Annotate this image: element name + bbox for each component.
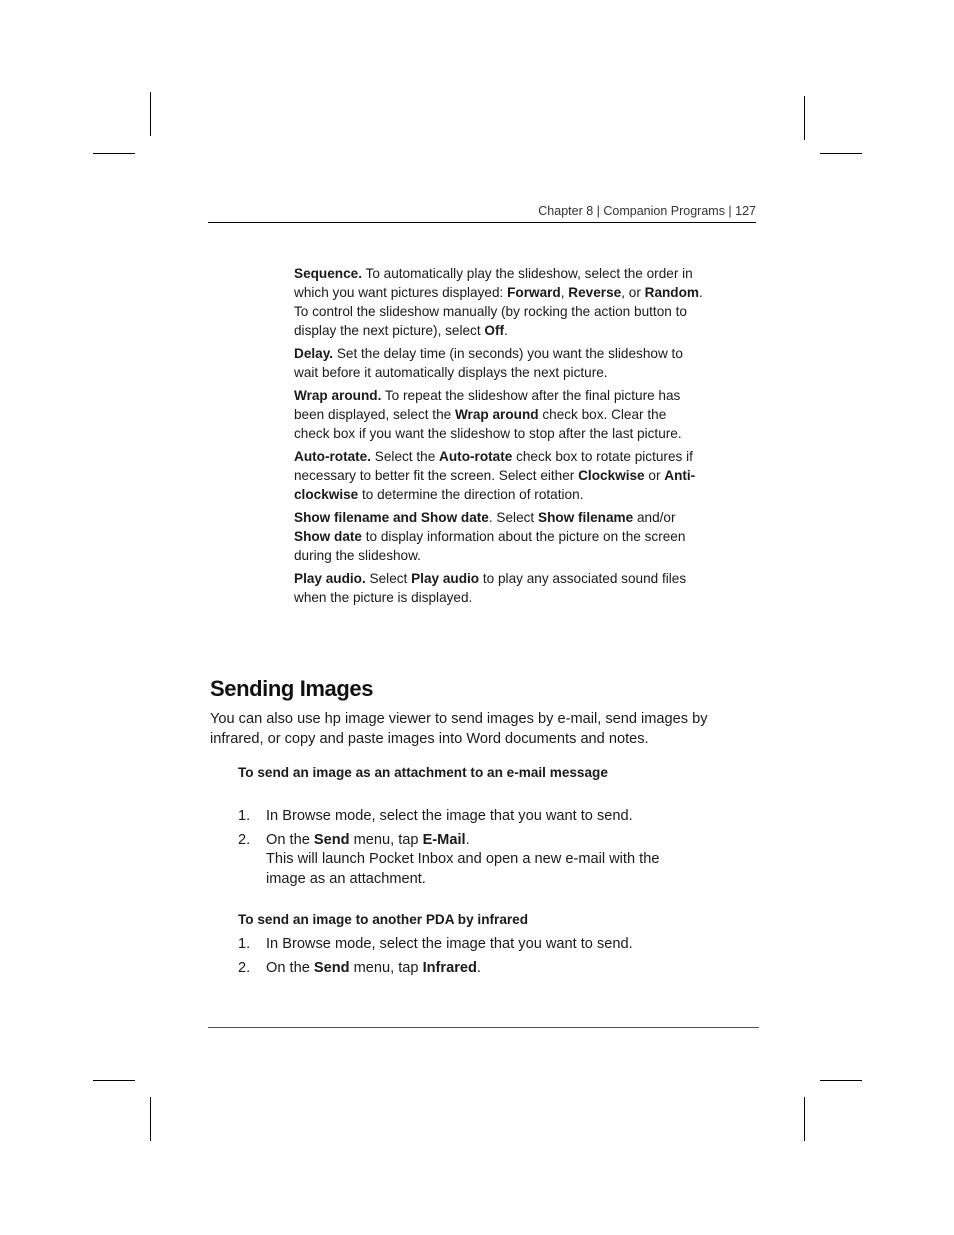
bold-term: Play audio bbox=[411, 571, 480, 586]
bold-term: Send bbox=[313, 959, 350, 976]
bold-term: Auto-rotate bbox=[439, 449, 513, 464]
step-text: In Browse mode, select the image that you want to send. bbox=[266, 808, 633, 824]
crop-mark bbox=[150, 92, 151, 136]
option-auto-rotate: Auto-rotate. Select the Auto-rotate check box to rotate pictures if necessary to better fit the screen. Select either Clockwise or Anti-clockwise to determine the direction of rotation. bbox=[294, 449, 696, 502]
running-header: Chapter 8 | Companion Programs | 127 bbox=[538, 204, 756, 218]
header-rule bbox=[208, 222, 756, 223]
list-item bbox=[238, 935, 698, 955]
section-intro: You can also use hp image viewer to send images by e-mail, send images by infrared, or copy and paste images into Word documents and notes. bbox=[210, 711, 708, 747]
bold-term: Send bbox=[313, 831, 350, 848]
bold-term: Anti-clockwise bbox=[294, 468, 696, 502]
step-result: This will launch Pocket Inbox and open a new e-mail with the image as an attachment. bbox=[266, 851, 660, 887]
step-number: 2. bbox=[238, 831, 251, 848]
step-text: In Browse mode, select the image that you want to send. bbox=[266, 936, 633, 952]
crop-mark bbox=[804, 1097, 805, 1141]
footer-rule bbox=[208, 1027, 759, 1028]
bold-term: Infrared bbox=[422, 959, 477, 976]
crop-mark bbox=[93, 1080, 135, 1081]
bold-term: Clockwise bbox=[578, 468, 645, 483]
option-wrap-around: Wrap around. To repeat the slideshow after the final picture has been displayed, select the Wrap around check box. Clear the check box if you want the slideshow to stop after the last picture. bbox=[294, 388, 682, 441]
section-title: Sending Images bbox=[210, 676, 374, 701]
bold-term: Auto-rotate. bbox=[294, 449, 372, 464]
bold-term: Random bbox=[644, 285, 699, 300]
bold-term: Play audio. bbox=[294, 571, 366, 586]
bold-term: Show date bbox=[294, 529, 362, 544]
procedure-title-email: To send an image as an attachment to an e-mail message bbox=[238, 765, 608, 780]
step-number: 2. bbox=[238, 959, 251, 976]
option-delay: Delay. Set the delay time (in seconds) you want the slideshow to wait before it automatically displays the next picture. bbox=[294, 346, 683, 380]
bold-term: Off bbox=[484, 323, 505, 338]
bold-term: Forward bbox=[507, 285, 561, 300]
procedure-steps-email bbox=[238, 807, 698, 893]
option-sequence: Sequence. To automatically play the slideshow, select the order in which you want pictures displayed: Forward, Reverse, or Random. To control the slideshow manually (by rocking the action button to display the next picture), select Off. bbox=[294, 266, 703, 338]
slideshow-options bbox=[294, 264, 704, 611]
step-number: 1. bbox=[238, 808, 251, 824]
crop-mark bbox=[93, 153, 135, 154]
procedure-steps-infrared bbox=[238, 935, 698, 982]
option-show-filename-date: Show filename and Show date. Select Show filename and/or Show date to display information about the picture on the screen during the slideshow. bbox=[294, 510, 686, 563]
procedure-title-infrared: To send an image to another PDA by infrared bbox=[238, 912, 529, 927]
bold-term: Reverse bbox=[568, 285, 622, 300]
bold-term: Sequence. bbox=[294, 266, 362, 281]
list-item bbox=[238, 959, 698, 979]
crop-mark bbox=[820, 1080, 862, 1081]
step-number: 1. bbox=[238, 936, 251, 952]
bold-term: Wrap around bbox=[454, 407, 539, 422]
bold-term: Delay. bbox=[294, 346, 334, 361]
list-item bbox=[238, 807, 698, 827]
bold-term: Show filename bbox=[538, 510, 634, 525]
bold-term: Show filename and Show date bbox=[294, 510, 489, 525]
step-text: On the Send menu, tap Infrared. bbox=[266, 959, 481, 976]
crop-mark bbox=[820, 153, 862, 154]
crop-mark bbox=[804, 96, 805, 140]
crop-mark bbox=[150, 1097, 151, 1141]
bold-term: Wrap around. bbox=[294, 388, 382, 403]
step-text: On the Send menu, tap E-Mail. bbox=[266, 831, 470, 848]
bold-term: E-Mail bbox=[422, 831, 466, 848]
option-play-audio: Play audio. Select Play audio to play any associated sound files when the picture is displayed. bbox=[294, 571, 687, 605]
list-item bbox=[238, 831, 698, 890]
